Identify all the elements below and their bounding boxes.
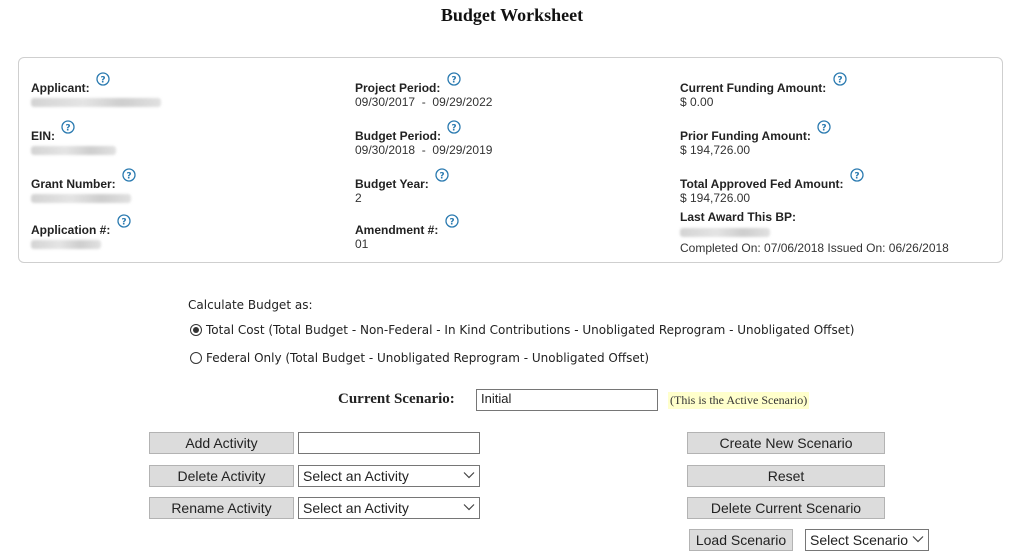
chevron-down-icon <box>912 533 924 545</box>
svg-text:?: ? <box>126 171 132 182</box>
current-funding-field <box>680 72 847 109</box>
applicant-label: Applicant: <box>31 81 90 95</box>
radio-button[interactable] <box>190 352 202 364</box>
svg-text:?: ? <box>100 75 106 86</box>
svg-text:?: ? <box>836 75 843 86</box>
prior-funding-value: $ 194,726.00 <box>680 143 751 157</box>
svg-text:?: ? <box>451 123 457 134</box>
svg-text:?: ? <box>121 217 127 228</box>
applicant-value-redacted <box>31 98 161 107</box>
help-icon[interactable] <box>833 72 847 86</box>
svg-text:?: ? <box>854 171 860 182</box>
current-scenario-label: Current Scenario: <box>338 391 455 407</box>
radio-total-cost[interactable] <box>190 323 854 337</box>
budget-period-label: Budget Period: <box>355 129 441 143</box>
grant-number-field <box>31 168 136 203</box>
last-award-label: Last Award This BP: <box>680 210 797 224</box>
project-period-field <box>355 72 492 109</box>
current-scenario-input[interactable]: Initial <box>476 389 658 411</box>
chevron-down-icon <box>463 501 475 513</box>
amendment-field <box>355 214 459 251</box>
budget-period-field <box>355 120 492 157</box>
delete-activity-select[interactable] <box>298 465 480 487</box>
active-scenario-note: (This is the Active Scenario) <box>670 393 808 407</box>
radio-button-selected[interactable] <box>190 324 202 336</box>
add-activity-button[interactable]: Add Activity <box>149 432 294 454</box>
project-period-value: 09/30/2017 - 09/29/2022 <box>355 95 493 109</box>
select-scenario-value: Select Scenario <box>810 532 909 548</box>
project-period-label: Project Period: <box>355 81 441 95</box>
application-value-redacted <box>31 240 101 249</box>
grant-info-panel <box>18 57 1003 263</box>
svg-text:?: ? <box>821 123 827 134</box>
help-icon[interactable] <box>445 214 459 228</box>
grant-number-label: Grant Number: <box>31 177 116 191</box>
prior-funding-field <box>680 120 831 157</box>
prior-funding-label: Prior Funding Amount: <box>680 129 811 143</box>
last-award-dates: Completed On: 07/06/2018 Issued On: 06/26/2018 <box>680 241 949 255</box>
last-award-field <box>680 210 949 255</box>
rename-activity-select[interactable] <box>298 497 480 519</box>
add-activity-input[interactable] <box>298 432 480 454</box>
total-approved-value: $ 194,726.00 <box>680 191 751 205</box>
svg-text:?: ? <box>449 217 455 228</box>
grant-number-value-redacted <box>31 194 131 203</box>
help-icon[interactable] <box>850 168 864 182</box>
budget-year-label: Budget Year: <box>355 177 429 191</box>
current-funding-value: $ 0.00 <box>680 95 714 109</box>
help-icon[interactable] <box>817 120 831 134</box>
page-title: Budget Worksheet <box>440 5 584 25</box>
help-icon[interactable] <box>117 214 131 228</box>
last-award-value-redacted <box>680 228 770 237</box>
budget-period-value: 09/30/2018 - 09/29/2019 <box>355 143 493 157</box>
chevron-down-icon <box>463 469 475 481</box>
svg-text:?: ? <box>439 171 445 182</box>
calc-budget-title <box>188 298 312 312</box>
create-new-scenario-button[interactable]: Create New Scenario <box>687 432 885 454</box>
radio-federal-only[interactable] <box>190 351 649 365</box>
radio-total-cost-label: Total Cost (Total Budget - Non-Federal - In Kind Contributions - Unobligated Reprogram - Unobligated Offset) <box>206 323 855 337</box>
rename-activity-select-value: Select an Activity <box>303 500 409 516</box>
help-icon[interactable] <box>447 120 461 134</box>
total-approved-label: Total Approved Fed Amount: <box>680 177 844 191</box>
help-icon[interactable] <box>61 120 75 134</box>
radio-federal-only-label: Federal Only (Total Budget - Unobligated Reprogram - Unobligated Offset) <box>206 351 650 365</box>
load-scenario-button[interactable]: Load Scenario <box>689 529 793 551</box>
total-approved-field <box>680 168 864 205</box>
amendment-label: Amendment #: <box>355 223 439 237</box>
svg-text:?: ? <box>65 123 71 134</box>
current-funding-label: Current Funding Amount: <box>680 81 827 95</box>
delete-activity-select-value: Select an Activity <box>303 468 409 484</box>
application-label: Application #: <box>31 223 111 237</box>
reset-button[interactable]: Reset <box>687 465 885 487</box>
ein-label: EIN: <box>31 129 55 143</box>
delete-current-scenario-button[interactable]: Delete Current Scenario <box>687 497 885 519</box>
amendment-value: 01 <box>355 237 369 251</box>
calc-budget-title-text: Calculate Budget as: <box>188 298 313 312</box>
rename-activity-button[interactable]: Rename Activity <box>149 497 294 519</box>
help-icon[interactable] <box>96 72 110 86</box>
budget-year-value: 2 <box>355 191 362 205</box>
ein-value-redacted <box>31 146 116 155</box>
help-icon[interactable] <box>122 168 136 182</box>
select-scenario-dropdown[interactable] <box>805 529 929 551</box>
budget-year-field <box>355 168 449 205</box>
help-icon[interactable] <box>435 168 449 182</box>
delete-activity-button[interactable]: Delete Activity <box>149 465 294 487</box>
help-icon[interactable] <box>447 72 461 86</box>
application-field <box>31 214 131 249</box>
applicant-field <box>31 72 161 107</box>
svg-text:?: ? <box>451 75 457 86</box>
ein-field <box>31 120 116 155</box>
